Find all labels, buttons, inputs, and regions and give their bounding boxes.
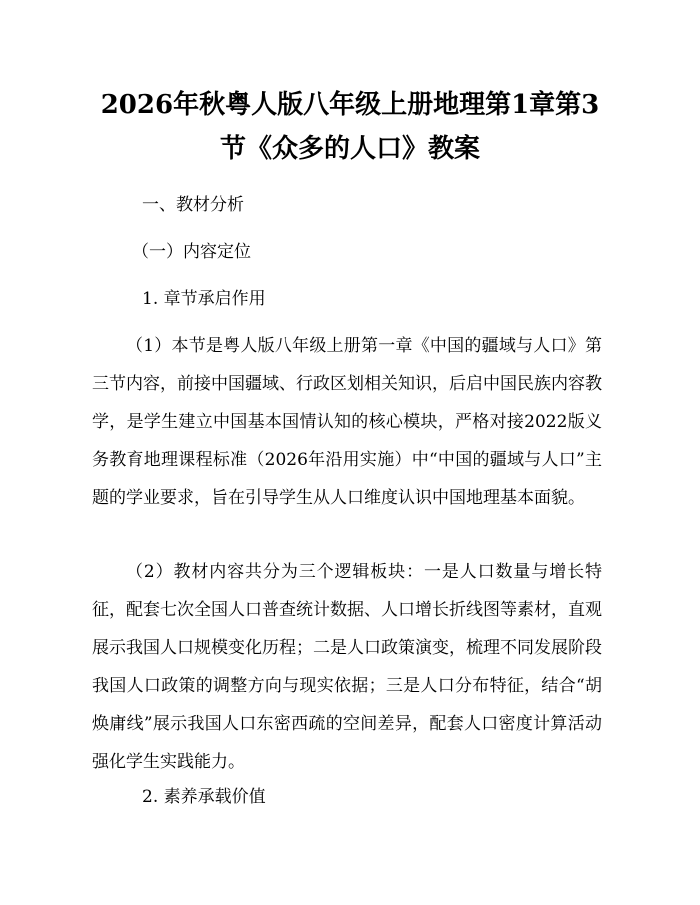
document-title-line-1: 2026年秋粤人版八年级上册地理第1章第3 (100, 90, 600, 120)
paragraph-1 (92, 327, 602, 517)
section-heading-textbook-analysis: 一、教材分析 (142, 195, 244, 215)
document-title-line-2: 节《众多的人口》教案 (219, 134, 480, 164)
paragraph-2-text: （2）教材内容共分为三个逻辑板块：一是人口数量与增长特征，配套七次全国人口普查统计数据、人口增长折线图等素材，直观展示我国人口规模变化历程；二是人口政策演变，梳理不同发展阶段我国人口政策的调整方向与现实依据；三是人口分布特征，结合“胡焕庸线”展示我国人口东密西疏的空间差异，配套人口密度计算活动强化学生实践能力。 (92, 562, 602, 772)
subsection-heading-content-positioning: （一）内容定位 (132, 242, 251, 262)
paragraph-1-text: （1）本节是粤人版八年级上册第一章《中国的疆域与人口》第三节内容，前接中国疆域、行政区划相关知识，后启中国民族内容教学，是学生建立中国基本国情认知的核心模块，严格对接2022版义务教育地理课程标准（2026年沿用实施）中“中国的疆域与人口”主题的学业要求，旨在引导学生从人口维度认识中国地理基本面貌。 (92, 336, 602, 508)
item-heading-literacy-value: 2. 素养承载价值 (142, 787, 266, 807)
paragraph-2 (92, 553, 602, 781)
item-heading-chapter-role: 1. 章节承启作用 (142, 289, 266, 309)
